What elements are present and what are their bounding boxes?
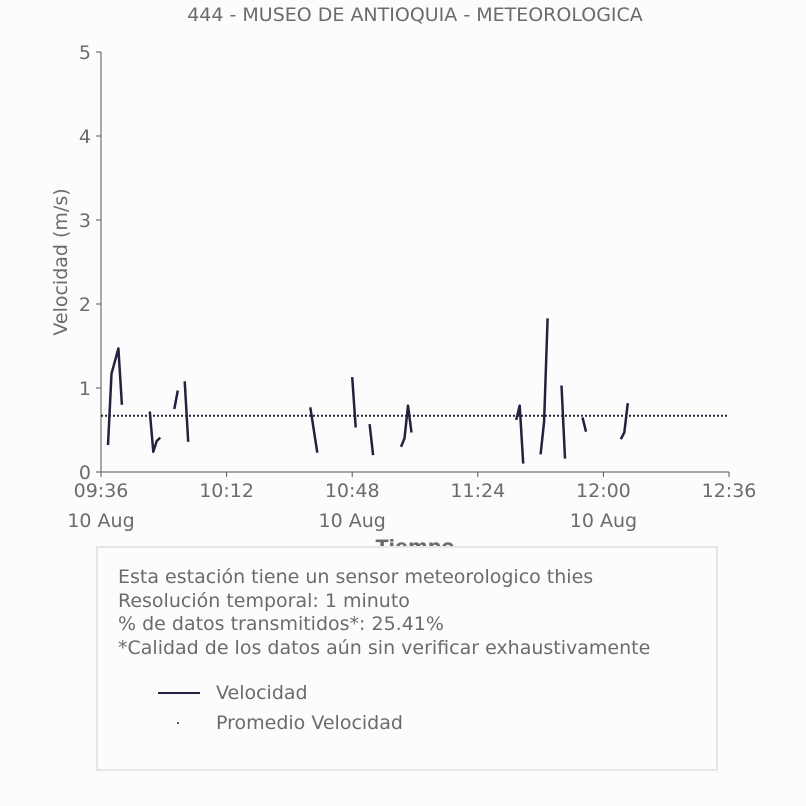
y-ticks [79, 42, 101, 484]
series-line-velocidad [174, 391, 178, 410]
info-line-resolution: Resolución temporal: 1 minuto [118, 589, 410, 612]
x-tick-label: 12:36 [701, 480, 757, 502]
series-line-velocidad [108, 349, 122, 446]
chart-title: 444 - MUSEO DE ANTIOQUIA - METEOROLOGICA [187, 4, 643, 26]
y-axis-label: Velocidad (m/s) [50, 188, 72, 336]
legend-label-promedio: Promedio Velocidad [216, 712, 403, 734]
x-tick-date-label: 10 Aug [569, 510, 638, 532]
x-ticks [67, 472, 756, 532]
series-line-velocidad [401, 406, 412, 447]
series-line-velocidad [516, 406, 523, 464]
y-tick-label: 4 [78, 126, 91, 148]
x-tick-label: 12:00 [576, 480, 631, 502]
station-info [118, 566, 650, 660]
legend-line-swatch [158, 692, 200, 694]
legend-label-velocidad: Velocidad [216, 682, 308, 704]
x-tick-label: 10:48 [324, 480, 380, 502]
y-tick-label: 0 [78, 462, 91, 484]
series-line-velocidad [583, 417, 587, 431]
y-tick-label: 1 [78, 378, 91, 400]
y-tick-label: 2 [78, 294, 91, 316]
x-tick-label: 09:36 [73, 480, 129, 502]
x-tick-label: 11:24 [450, 480, 506, 502]
legend-item-promedio [158, 712, 403, 734]
x-tick-label: 10:12 [199, 480, 254, 502]
series-line-velocidad [621, 403, 628, 439]
legend-item-velocidad [158, 682, 308, 704]
legend-box [96, 546, 718, 771]
series-line-velocidad [185, 381, 189, 442]
info-line-quality: *Calidad de los datos aún sin verificar exhaustivamente [118, 636, 651, 659]
series-line-velocidad [562, 386, 566, 459]
x-tick-date-label: 10 Aug [318, 510, 386, 532]
series-line-velocidad [370, 424, 374, 455]
legend-dot-swatch [158, 718, 200, 728]
x-tick-date-label: 10 Aug [67, 510, 135, 532]
series-line-velocidad [310, 407, 317, 452]
series-line-velocidad [541, 318, 548, 454]
series-layer [101, 318, 729, 463]
y-tick-label: 5 [78, 42, 91, 64]
series-line-velocidad [150, 412, 161, 452]
info-line-sensor: Esta estación tiene un sensor meteorologico thies [118, 566, 594, 588]
y-tick-label: 3 [78, 210, 91, 232]
series-line-velocidad [352, 377, 356, 427]
info-line-percent: % de datos transmitidos*: 25.41% [118, 613, 444, 635]
